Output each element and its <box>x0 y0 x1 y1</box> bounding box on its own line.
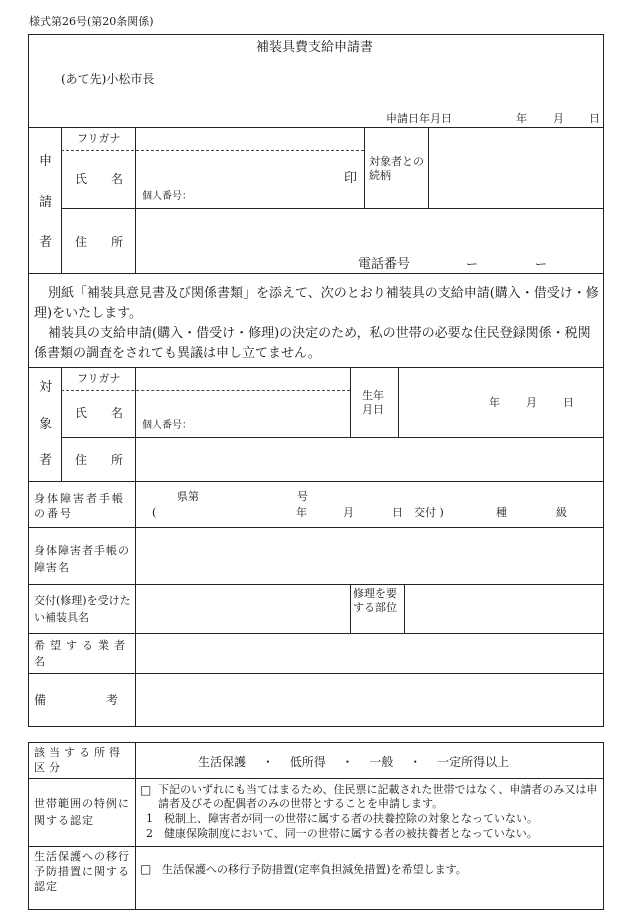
seal-mark: 印 <box>344 171 358 186</box>
subject-label-1: 対 <box>39 380 53 395</box>
cert-number-label: 身体障害者手帳の番号 <box>34 492 125 520</box>
income-separator: ・ <box>409 755 422 769</box>
remarks-field[interactable] <box>137 675 602 725</box>
phone-label: 電話番号 <box>358 257 411 272</box>
applicant-address-label: 住 所 <box>75 235 130 249</box>
subject-furigana-field[interactable] <box>137 369 348 389</box>
transition-label: 生活保護への移行予防措置に関する認定 <box>34 850 130 893</box>
device-label: 交付(修理)を受けたい補装具名 <box>34 594 131 624</box>
transition-checkbox[interactable]: □ <box>140 862 152 876</box>
phone-separator-2: ー <box>535 257 548 271</box>
transition-text: 生活保護への移行予防措置(定率負担減免措置)を希望します。 <box>162 863 467 876</box>
subject-name-label: 氏 名 <box>75 406 130 420</box>
household-checkbox[interactable]: □ <box>140 783 152 797</box>
remarks-label: 備 考 <box>34 693 143 707</box>
addressee: (あて先)小松市長 <box>61 72 155 86</box>
vendor-field[interactable] <box>137 635 602 671</box>
subject-label-3: 者 <box>39 453 53 468</box>
application-year: 年 <box>516 112 527 125</box>
income-separator: ・ <box>341 755 354 769</box>
applicant-my-number-label: 個人番号： <box>142 191 192 202</box>
application-day: 日 <box>589 112 600 125</box>
income-separator: ・ <box>261 755 274 769</box>
device-field[interactable] <box>137 586 348 631</box>
household-text: 下記のいずれにも当てはまるため、住民票に記載された世帯ではなく、申請者のみ又は申請者及びその配偶者のみの世帯とすることを申請します。 <box>158 783 598 810</box>
subject-address-field[interactable] <box>137 439 602 479</box>
declaration-paragraph-2: 補装具の支給申請(購入・借受け・修理)の決定のため，私の世帯の必要な住民登録関係・税関係書類の調査をされても異議は申し立てません。 <box>34 326 591 361</box>
cert-paren-open: ( <box>152 506 157 519</box>
applicant-furigana-label: フリガナ <box>77 132 121 145</box>
cert-grade: 級 <box>556 506 567 519</box>
applicant-label-1: 申 <box>39 154 53 169</box>
income-label: 該当する所得区分 <box>34 746 124 774</box>
household-item-1: 1 税制上、障害者が同一の世帯に属する者の扶養控除の対象となっていない。 <box>146 812 538 825</box>
form-number: 様式第26号(第20条関係) <box>29 15 154 28</box>
application-month: 月 <box>553 112 564 125</box>
application-date-label: 申請日年月日 <box>386 112 452 125</box>
cert-number-suffix: 号 <box>297 490 308 503</box>
cert-issue-month: 月 <box>343 506 354 519</box>
applicant-name-label: 氏 名 <box>75 172 130 186</box>
applicant-furigana-field[interactable] <box>137 129 362 149</box>
income-option-welfare[interactable]: 生活保護 <box>198 755 247 769</box>
subject-address-label: 住 所 <box>75 453 130 467</box>
applicant-label-3: 者 <box>39 235 53 250</box>
subject-my-number-label: 個人番号： <box>142 420 192 431</box>
birth-date-label: 生年月日 <box>362 389 384 416</box>
repair-part-field[interactable] <box>406 586 602 631</box>
vendor-label: 希望する業者名 <box>34 639 130 668</box>
applicant-address-field[interactable] <box>137 210 602 254</box>
repair-part-label: 修理を要する部位 <box>353 587 397 614</box>
household-item-2: 2 健康保険制度において、同一の世帯に属する者の被扶養者となっていない。 <box>146 827 538 840</box>
applicant-label-2: 請 <box>39 195 53 210</box>
birth-month: 月 <box>526 396 537 409</box>
relation-field[interactable] <box>430 129 602 206</box>
subject-label-2: 象 <box>39 417 53 432</box>
relation-label: 対象者との続柄 <box>369 155 424 182</box>
income-option-above[interactable]: 一定所得以上 <box>437 755 510 769</box>
disability-name-label: 身体障害者手帳の障害名 <box>34 544 130 574</box>
cert-type: 種 <box>496 506 507 519</box>
subject-furigana-label: フリガナ <box>77 372 121 385</box>
income-option-low[interactable]: 低所得 <box>289 755 326 769</box>
income-option-general[interactable]: 一般 <box>369 755 394 769</box>
household-label: 世帯範囲の特例に関する認定 <box>34 797 130 827</box>
phone-separator-1: ー <box>466 257 479 271</box>
disability-name-field[interactable] <box>137 529 602 582</box>
cert-pref: 県第 <box>177 490 199 503</box>
cert-issue-day: 日 交付 ) <box>392 506 444 519</box>
form-title: 補装具費支給申請書 <box>256 40 374 55</box>
birth-year: 年 <box>489 396 500 409</box>
birth-day: 日 <box>563 396 574 409</box>
income-options <box>198 753 509 770</box>
declaration-paragraph-1: 別紙「補装具意見書及び関係書類」を添えて、次のとおり補装具の支給申請(購入・借受け・修理)をいたします。 <box>34 286 599 321</box>
cert-issue-year: 年 <box>296 506 307 519</box>
